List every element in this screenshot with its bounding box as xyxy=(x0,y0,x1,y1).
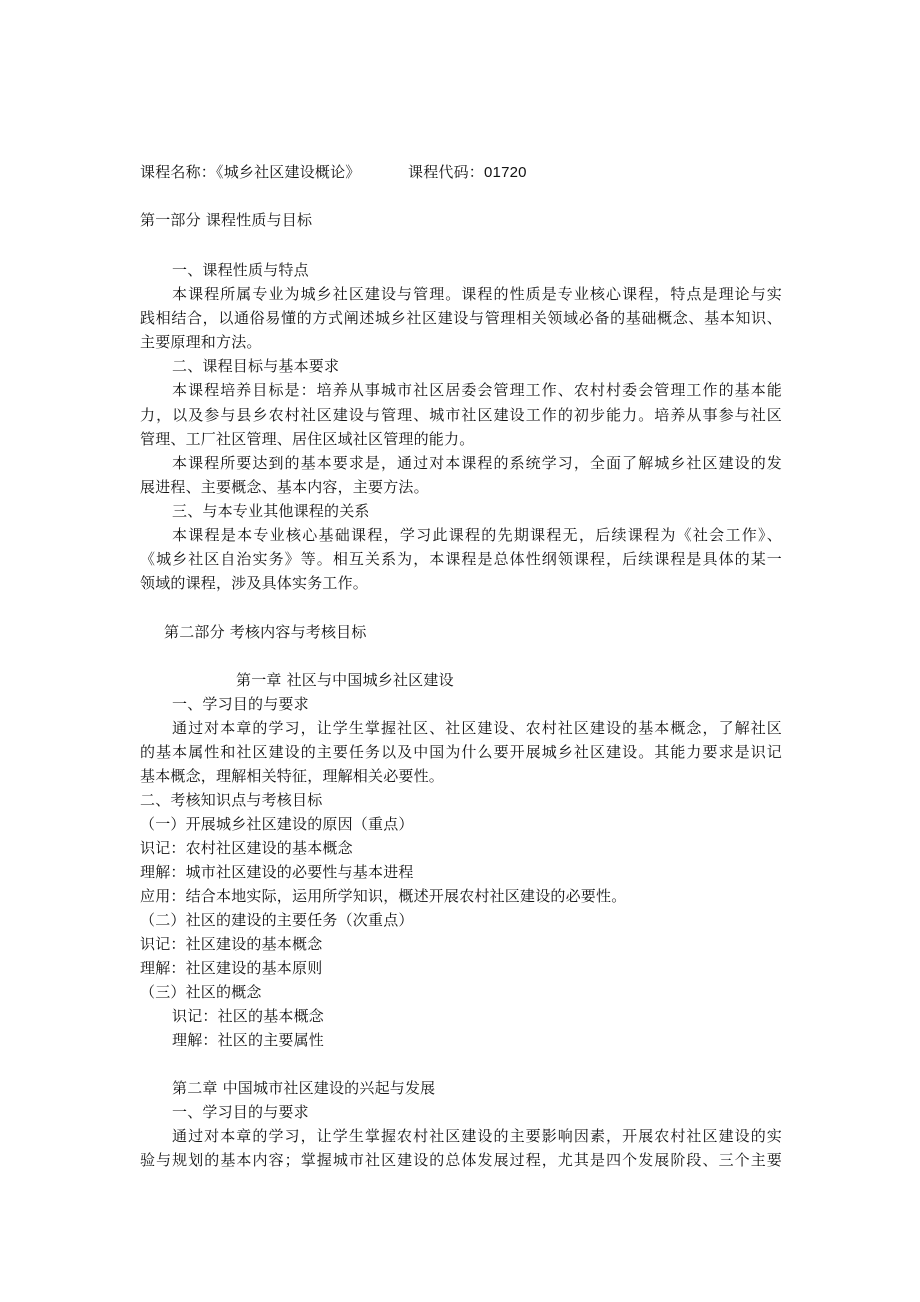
section3-paragraph-line: 本课程是本专业核心基础课程，学习此课程的先期课程无，后续课程为《社会工作》、 xyxy=(172,526,782,544)
kp1-item: 应用：结合本地实际，运用所学知识，概述开展农村社区建设的必要性。 xyxy=(140,887,627,905)
course-code-label: 课程代码： xyxy=(408,163,485,181)
section3-paragraph-line: 《城乡社区自治实务》等。相互关系为，本课程是总体性纲领课程，后续课程是具体的某一 xyxy=(140,550,782,568)
section1-paragraph-line: 主要原理和方法。 xyxy=(140,333,262,351)
kp2-item: 理解：社区建设的基本原则 xyxy=(140,959,323,977)
chapter1-goal-line: 的基本属性和社区建设的主要任务以及中国为什么要开展城乡社区建设。其能力要求是识记 xyxy=(140,743,782,761)
section3-paragraph-line: 领域的课程，涉及具体实务工作。 xyxy=(140,574,369,592)
chapter2-goal-line: 通过对本章的学习，让学生掌握农村社区建设的主要影响因素，开展农村社区建设的实 xyxy=(172,1127,782,1145)
kp1-title: （一）开展城乡社区建设的原因（重点） xyxy=(140,815,414,833)
course-name xyxy=(140,160,361,184)
course-code xyxy=(408,160,527,185)
chapter2-goal-heading: 一、学习目的与要求 xyxy=(172,1103,309,1121)
section1-heading: 一、课程性质与特点 xyxy=(172,261,309,279)
chapter1-goal-heading: 一、学习目的与要求 xyxy=(172,695,309,713)
section2-paragraph-line: 本课程所要达到的基本要求是，通过对本课程的系统学习，全面了解城乡社区建设的发 xyxy=(172,454,782,472)
chapter1-goal-line: 基本概念，理解相关特征，理解相关必要性。 xyxy=(140,767,445,785)
kp3-item: 识记：社区的基本概念 xyxy=(172,1007,325,1025)
kp1-item: 理解：城市社区建设的必要性与基本进程 xyxy=(140,863,414,881)
chapter2-goal-line: 验与规划的基本内容；掌握城市社区建设的总体发展过程，尤其是四个发展阶段、三个主要 xyxy=(140,1151,782,1169)
section1-paragraph-line: 践相结合，以通俗易懂的方式阐述城乡社区建设与管理相关领域必备的基础概念、基本知识、 xyxy=(140,309,782,327)
chapter2-title: 第二章 中国城市社区建设的兴起与发展 xyxy=(172,1079,436,1097)
kp3-item: 理解：社区的主要属性 xyxy=(172,1031,325,1049)
chapter1-title: 第一章 社区与中国城乡社区建设 xyxy=(236,671,454,689)
kp2-item: 识记：社区建设的基本概念 xyxy=(140,935,323,953)
section3-heading: 三、与本专业其他课程的关系 xyxy=(172,502,370,520)
section2-paragraph-line: 本课程培养目标是：培养从事城市社区居委会管理工作、农村村委会管理工作的基本能 xyxy=(172,381,782,399)
chapter1-goal-line: 通过对本章的学习，让学生掌握社区、社区建设、农村社区建设的基本概念，了解社区 xyxy=(172,719,782,737)
part1-title: 第一部分 课程性质与目标 xyxy=(140,211,313,229)
part2-title: 第二部分 考核内容与考核目标 xyxy=(164,623,367,641)
kp2-title: （二）社区的建设的主要任务（次重点） xyxy=(140,911,414,929)
course-name-text: 课程名称：《城乡社区建设概论》 xyxy=(140,163,361,181)
kp3-title: （三）社区的概念 xyxy=(140,983,262,1001)
kp1-item: 识记：农村社区建设的基本概念 xyxy=(140,839,353,857)
section2-paragraph-line: 展进程、主要概念、基本内容，主要方法。 xyxy=(140,478,429,496)
section2-paragraph-line: 管理、工厂社区管理、居住区域社区管理的能力。 xyxy=(140,430,475,448)
chapter1-kp-heading: 二、考核知识点与考核目标 xyxy=(140,791,323,809)
section1-paragraph-line: 本课程所属专业为城乡社区建设与管理。课程的性质是专业核心课程，特点是理论与实 xyxy=(172,285,782,303)
section2-paragraph-line: 力，以及参与县乡农村社区建设与管理、城市社区建设工作的初步能力。培养从事参与社区 xyxy=(140,406,782,424)
course-code-value: 01720 xyxy=(484,164,527,181)
section2-heading: 二、课程目标与基本要求 xyxy=(172,357,340,375)
